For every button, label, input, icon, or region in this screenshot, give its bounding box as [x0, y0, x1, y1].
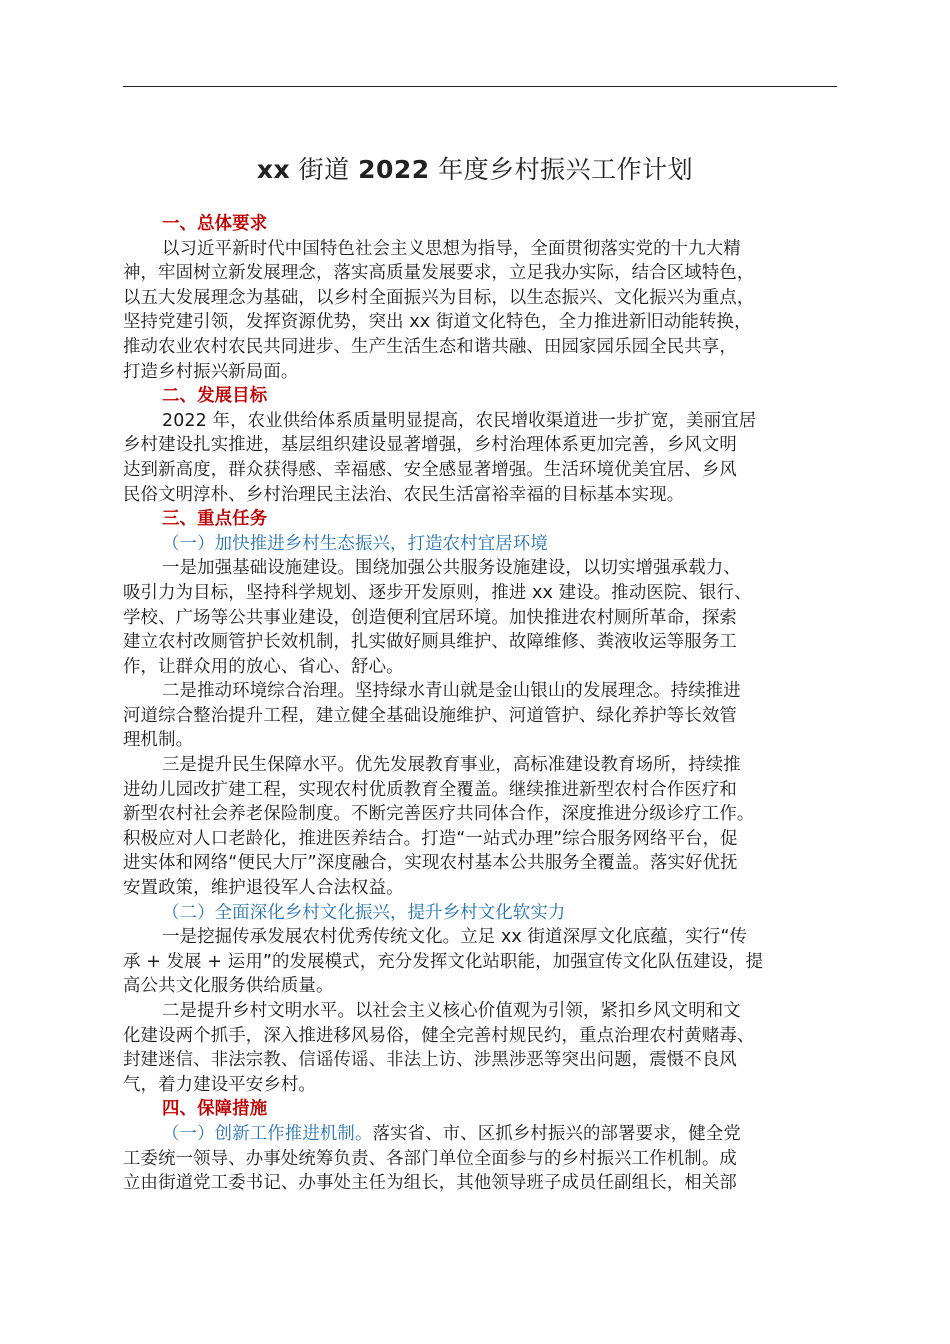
inline-text: 落实省、市、区抓乡村振兴的部署要求，健全党 [372, 1123, 741, 1144]
title-prefix: xx [256, 155, 291, 184]
title-year: 2022 [358, 155, 430, 184]
text-line: 推动农业农村农民共同进步、生产生活生态和谐共融、田园家园乐园全民共享， [123, 336, 737, 357]
text-line: 四、保障措施 [162, 1099, 268, 1120]
text-line: 二是推动环境综合治理。坚持绿水青山就是金山银山的发展理念。持续推进 [162, 681, 741, 702]
text-line: 三是提升民生保障水平。优先发展教育事业，高标准建设教育场所，持续推 [162, 755, 741, 776]
text-line: 建立农村改厕管护长效机制，扎实做好厕具维护、故障维修、粪液收运等服务工 [123, 632, 737, 653]
title-street: 街道 [290, 155, 359, 184]
text-line: 封建迷信、非法宗教、信谣传谣、非法上访、涉黑涉恶等突出问题，震慑不良风 [123, 1050, 737, 1071]
text-line: 以五大发展理念为基础，以乡村全面振兴为目标，以生态振兴、文化振兴为重点， [123, 287, 755, 308]
text-line: 高公共文化服务供给质量。 [123, 976, 334, 997]
title-suffix: 年度乡村振兴工作计划 [429, 155, 694, 184]
text-line: 新型农村社会养老保险制度。不断完善医疗共同体合作，深度推进分级诊疗工作。 [123, 804, 755, 825]
inline-heading: （一）创新工作推进机制。 [162, 1123, 373, 1144]
text-line: 积极应对人口老龄化，推进医养结合。打造“一站式办理”综合服务网络平台，促 [123, 828, 738, 849]
text-line: 气，着力建设平安乡村。 [123, 1074, 316, 1095]
text-line: 一是挖掘传承发展农村优秀传统文化。立足 xx 街道深厚文化底蕴，实行“传 [162, 927, 748, 948]
text-line [123, 1122, 837, 1147]
text-line: （一）加快推进乡村生态振兴，打造农村宜居环境 [162, 533, 548, 554]
text-line: 民俗文明淳朴、乡村治理民主法治、农民生活富裕幸福的目标基本实现。 [123, 484, 685, 505]
text-line: 工委统一领导、办事处统筹负责、各部门单位全面参与的乡村振兴工作机制。成 [123, 1148, 737, 1169]
text-line: 吸引力为目标，坚持科学规划、逐步开发原则，推进 xx 建设。推动医院、银行、 [123, 582, 752, 603]
text-line: 神，牢固树立新发展理念，落实高质量发展要求，立足我办实际，结合区域特色， [123, 263, 755, 284]
text-line: 三、重点任务 [162, 509, 268, 530]
text-line: 达到新高度，群众获得感、幸福感、安全感显著增强。生活环境优美宜居、乡风 [123, 459, 737, 480]
text-line: 以习近平新时代中国特色社会主义思想为指导，全面贯彻落实党的十九大精 [162, 238, 741, 259]
text-line: 化建设两个抓手，深入推进移风易俗，健全完善村规民约，重点治理农村黄赌毒、 [123, 1025, 755, 1046]
text-line: 进实体和网络“便民大厅”深度融合，实现农村基本公共服务全覆盖。落实好优抚 [123, 853, 738, 874]
text-line: 进幼儿园改扩建工程，实现农村优质教育全覆盖。继续推进新型农村合作医疗和 [123, 779, 737, 800]
document-body [123, 212, 837, 1196]
text-line: 打造乡村振兴新局面。 [123, 361, 299, 382]
text-line: （二）全面深化乡村文化振兴，提升乡村文化软实力 [162, 902, 566, 923]
text-line: 一是加强基础设施建设。围绕加强公共服务设施建设，以切实增强承载力、 [162, 558, 741, 579]
text-line: 理机制。 [123, 730, 194, 751]
page-title [0, 152, 950, 188]
text-line: 二、发展目标 [162, 386, 268, 407]
text-line: 学校、广场等公共事业建设，创造便利宜居环境。加快推进农村厕所革命，探索 [123, 607, 737, 628]
text-line: 承 + 发展 + 运用”的发展模式，充分发挥文化站职能，加强宣传文化队伍建设，提 [123, 951, 764, 972]
text-line: 作，让群众用的放心、省心、舒心。 [123, 656, 404, 677]
text-line: 安置政策，维护退役军人合法权益。 [123, 878, 404, 899]
header-rule [123, 86, 837, 87]
text-line: 乡村建设扎实推进，基层组织建设显著增强，乡村治理体系更加完善，乡风文明 [123, 435, 737, 456]
text-line: 二是提升乡村文明水平。以社会主义核心价值观为引领，紧扣乡风文明和文 [162, 1001, 741, 1021]
text-line: 立由街道党工委书记、办事处主任为组长，其他领导班子成员任副组长，相关部 [123, 1173, 737, 1194]
text-line: 2022 年，农业供给体系质量明显提高，农民增收渠道进一步扩宽，美丽宜居 [162, 410, 757, 431]
text-line: 一、总体要求 [162, 214, 268, 234]
text-line: 河道综合整治提升工程，建立健全基础设施维护、河道管护、绿化养护等长效管 [123, 705, 737, 726]
text-line: 坚持党建引领，发挥资源优势，突出 xx 街道文化特色，全力推进新旧动能转换， [123, 312, 752, 333]
